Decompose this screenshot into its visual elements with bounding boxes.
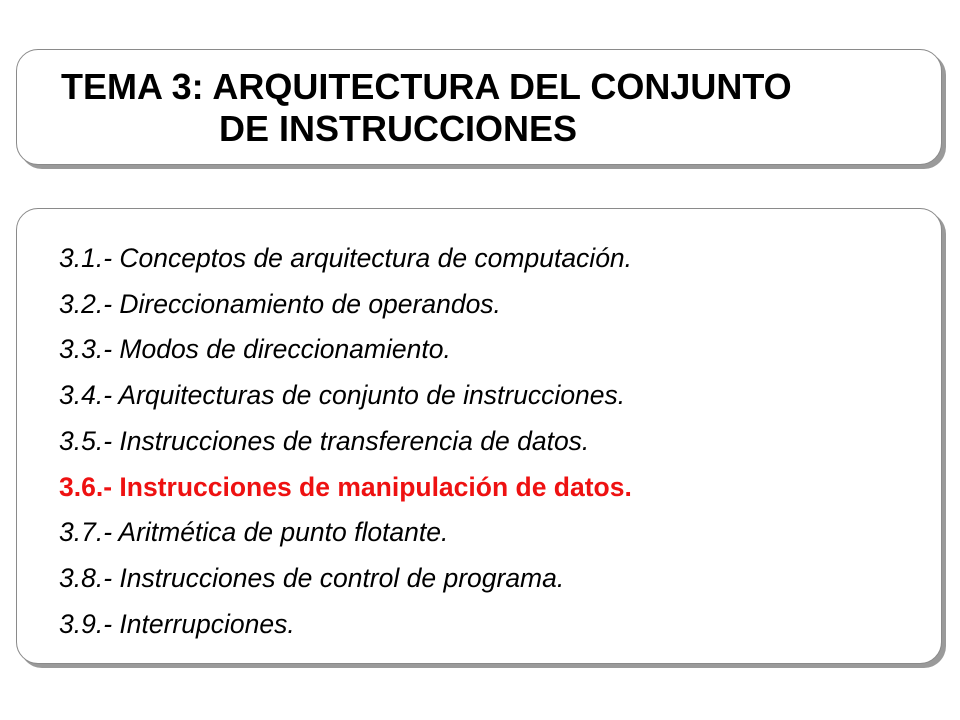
topic-item-3-7: 3.7.- Aritmética de punto flotante. bbox=[59, 517, 449, 548]
topic-item-3-6: 3.6.- Instrucciones de manipulación de datos. bbox=[59, 471, 632, 502]
topic-item-3-1: 3.1.- Conceptos de arquitectura de computación. bbox=[59, 243, 633, 273]
page-title bbox=[61, 66, 792, 150]
topic-item-3-5: 3.5.- Instrucciones de transferencia de datos. bbox=[59, 425, 590, 456]
topic-item-3-9: 3.9.- Interrupciones. bbox=[59, 608, 295, 639]
topic-item-3-4: 3.4.- Arquitecturas de conjunto de instrucciones. bbox=[59, 380, 626, 411]
title-panel bbox=[16, 49, 942, 165]
title-line-2: DE INSTRUCCIONES bbox=[219, 108, 578, 149]
topics-panel bbox=[16, 208, 942, 664]
topic-item-3-3: 3.3.- Modos de direccionamiento. bbox=[59, 334, 451, 365]
title-line-1: TEMA 3: ARQUITECTURA DEL CONJUNTO bbox=[61, 66, 792, 107]
topic-item-3-2: 3.2.- Direccionamiento de operandos. bbox=[59, 288, 501, 319]
topic-item-3-8: 3.8.- Instrucciones de control de programa. bbox=[59, 562, 565, 593]
topic-list bbox=[59, 236, 632, 647]
